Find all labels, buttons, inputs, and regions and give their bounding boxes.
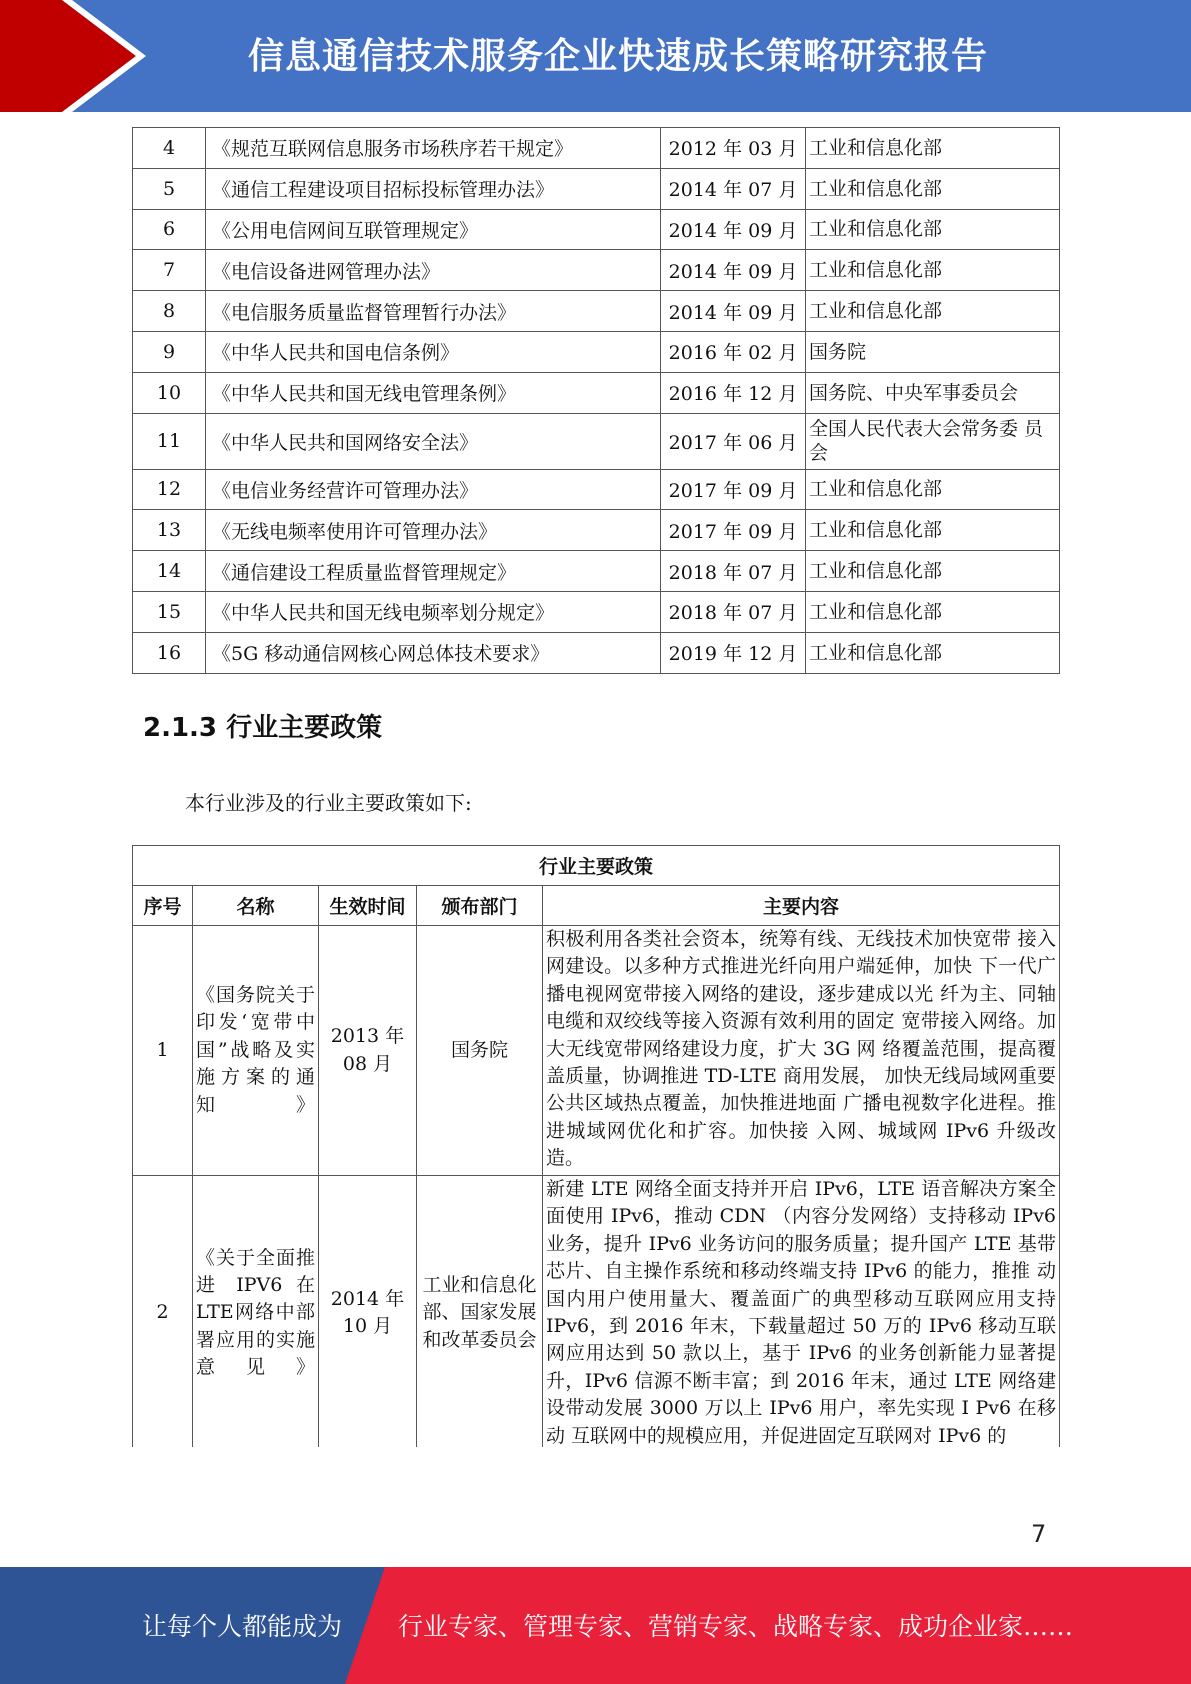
regulation-dept: 工业和信息化部 bbox=[806, 250, 1060, 291]
regulation-dept: 工业和信息化部 bbox=[806, 291, 1060, 332]
regulation-name: 《公用电信网间互联管理规定》 bbox=[206, 209, 661, 250]
regulation-dept: 国务院、中央军事委员会 bbox=[806, 372, 1060, 413]
regulation-date: 2018 年 07 月 bbox=[661, 551, 806, 592]
table-row bbox=[133, 331, 1060, 372]
regulation-name: 《通信工程建设项目招标投标管理办法》 bbox=[206, 168, 661, 209]
policy-dept: 国务院 bbox=[417, 926, 543, 1176]
regulation-name: 《无线电频率使用许可管理办法》 bbox=[206, 510, 661, 551]
regulation-dept: 全国人民代表大会常务委 员会 bbox=[806, 413, 1060, 469]
regulation-date: 2016 年 12 月 bbox=[661, 372, 806, 413]
regulation-dept: 工业和信息化部 bbox=[806, 510, 1060, 551]
table-row bbox=[133, 209, 1060, 250]
table-row bbox=[133, 591, 1060, 632]
regulation-dept: 工业和信息化部 bbox=[806, 168, 1060, 209]
regulation-name: 《5G 移动通信网核心网总体技术要求》 bbox=[206, 632, 661, 673]
regulation-date: 2017 年 06 月 bbox=[661, 413, 806, 469]
header-name: 名称 bbox=[193, 886, 319, 926]
regulation-dept: 工业和信息化部 bbox=[806, 128, 1060, 169]
regulation-date: 2014 年 09 月 bbox=[661, 209, 806, 250]
regulation-date: 2017 年 09 月 bbox=[661, 510, 806, 551]
policy-content: 积极利用各类社会资本，统筹有线、无线技术加快宽带 接入网建设。以多种方式推进光纤向用户端延伸，加快 下一代广播电视网宽带接入网络的建设，逐步建成以光 纤为主、同轴电缆和双绞线等接入资源有效利用的固定 宽带接入网络。加大无线宽带网络建设力度，扩大 3G 网 络覆盖范围，提高覆盖质量，协调推进 TD-LTE 商用发展， 加快无线局域网重要公共区域热点覆盖，加快推进地面 广播电视数字化进程。推进城域网优化和扩容。加快接 入网、城域网 IPv6 升级改造。 bbox=[543, 926, 1060, 1176]
policy-table-caption: 行业主要政策 bbox=[133, 846, 1060, 886]
policy-date: 2014 年 10 月 bbox=[319, 1176, 417, 1451]
regulation-name: 《通信建设工程质量监督管理规定》 bbox=[206, 551, 661, 592]
table-row bbox=[133, 168, 1060, 209]
regulations-table bbox=[132, 127, 1060, 674]
regulation-name: 《电信服务质量监督管理暂行办法》 bbox=[206, 291, 661, 332]
regulation-date: 2014 年 07 月 bbox=[661, 168, 806, 209]
section-title: 2.1.3 行业主要政策 bbox=[143, 713, 383, 743]
regulation-date: 2014 年 09 月 bbox=[661, 250, 806, 291]
regulation-index: 15 bbox=[133, 591, 206, 632]
table-row bbox=[133, 128, 1060, 169]
header-date: 生效时间 bbox=[319, 886, 417, 926]
regulation-index: 11 bbox=[133, 413, 206, 469]
regulation-dept: 工业和信息化部 bbox=[806, 551, 1060, 592]
policy-name: 《关于全面推进 IPV6 在LTE网络中部署应用的实施意见》 bbox=[193, 1176, 319, 1451]
regulation-name: 《中华人民共和国无线电频率划分规定》 bbox=[206, 591, 661, 632]
regulation-dept: 国务院 bbox=[806, 331, 1060, 372]
policy-dept: 工业和信息化部、国家发展和改革委员会 bbox=[417, 1176, 543, 1451]
policy-index: 2 bbox=[133, 1176, 193, 1451]
policy-content: 新建 LTE 网络全面支持并开启 IPv6，LTE 语音解决方案全面使用 IPv6，推动 CDN （内容分发网络）支持移动 IPv6 业务，提升 IPv6 业务访问的服务质量；提升国产 LTE 基带 芯片、自主操作系统和移动终端支持 IPv6 的能力，推推 动国内用户使用量大、覆盖面广的典型移动互联网应用支持 IPv6，到 2016 年末，下载量超过 50 万的 IPv6 移动互联网应用达到 50 款以上，基于 IPv6 的业务创新能力显著提升，IPv6 信源不断丰富；到 2016 年末，通过 LTE 网络建 设带动发展 3000 万以上 IPv6 用户，率先实现 I Pv6 在移动 互联网中的规模应用，并促进固定互联网对 IPv6 的 bbox=[543, 1176, 1060, 1451]
table-row bbox=[133, 632, 1060, 673]
regulation-name: 《中华人民共和国网络安全法》 bbox=[206, 413, 661, 469]
regulation-name: 《中华人民共和国电信条例》 bbox=[206, 331, 661, 372]
regulation-index: 4 bbox=[133, 128, 206, 169]
regulation-dept: 工业和信息化部 bbox=[806, 469, 1060, 510]
regulation-index: 7 bbox=[133, 250, 206, 291]
footer-slogan-left: 让每个人都能成为 bbox=[142, 1612, 343, 1641]
page-break-mask bbox=[130, 1447, 1065, 1477]
regulation-name: 《中华人民共和国无线电管理条例》 bbox=[206, 372, 661, 413]
table-row bbox=[133, 510, 1060, 551]
regulation-index: 10 bbox=[133, 372, 206, 413]
regulation-index: 14 bbox=[133, 551, 206, 592]
regulation-dept: 工业和信息化部 bbox=[806, 632, 1060, 673]
regulation-index: 16 bbox=[133, 632, 206, 673]
regulation-index: 6 bbox=[133, 209, 206, 250]
table-row bbox=[133, 551, 1060, 592]
regulation-date: 2012 年 03 月 bbox=[661, 128, 806, 169]
header-index: 序号 bbox=[133, 886, 193, 926]
section-intro: 本行业涉及的行业主要政策如下: bbox=[185, 791, 472, 815]
table-row bbox=[133, 291, 1060, 332]
regulation-name: 《电信设备进网管理办法》 bbox=[206, 250, 661, 291]
table-row bbox=[133, 372, 1060, 413]
footer-banner bbox=[0, 1567, 1191, 1684]
header-banner bbox=[0, 0, 1191, 112]
table-row bbox=[133, 1176, 1060, 1451]
table-row bbox=[133, 926, 1060, 1176]
report-title: 信息通信技术服务企业快速成长策略研究报告 bbox=[248, 36, 989, 77]
regulation-index: 8 bbox=[133, 291, 206, 332]
footer-slogan-right: 行业专家、管理专家、营销专家、战略专家、成功企业家…… bbox=[398, 1612, 1074, 1641]
regulation-dept: 工业和信息化部 bbox=[806, 209, 1060, 250]
page-number: 7 bbox=[1031, 1520, 1047, 1548]
policy-name: 《国务院关于印发‘宽带中国”战略及实施方案的通知》 bbox=[193, 926, 319, 1176]
policy-date: 2013 年 08 月 bbox=[319, 926, 417, 1176]
table-row bbox=[133, 469, 1060, 510]
regulation-date: 2017 年 09 月 bbox=[661, 469, 806, 510]
regulation-name: 《电信业务经营许可管理办法》 bbox=[206, 469, 661, 510]
regulation-index: 12 bbox=[133, 469, 206, 510]
table-row bbox=[133, 413, 1060, 469]
policy-table bbox=[132, 845, 1060, 1451]
regulation-date: 2016 年 02 月 bbox=[661, 331, 806, 372]
regulation-index: 9 bbox=[133, 331, 206, 372]
regulation-date: 2019 年 12 月 bbox=[661, 632, 806, 673]
table-row bbox=[133, 250, 1060, 291]
regulation-dept: 工业和信息化部 bbox=[806, 591, 1060, 632]
regulation-index: 5 bbox=[133, 168, 206, 209]
regulation-date: 2014 年 09 月 bbox=[661, 291, 806, 332]
regulation-index: 13 bbox=[133, 510, 206, 551]
header-dept: 颁布部门 bbox=[417, 886, 543, 926]
regulation-name: 《规范互联网信息服务市场秩序若干规定》 bbox=[206, 128, 661, 169]
regulation-date: 2018 年 07 月 bbox=[661, 591, 806, 632]
header-content: 主要内容 bbox=[543, 886, 1060, 926]
policy-index: 1 bbox=[133, 926, 193, 1176]
